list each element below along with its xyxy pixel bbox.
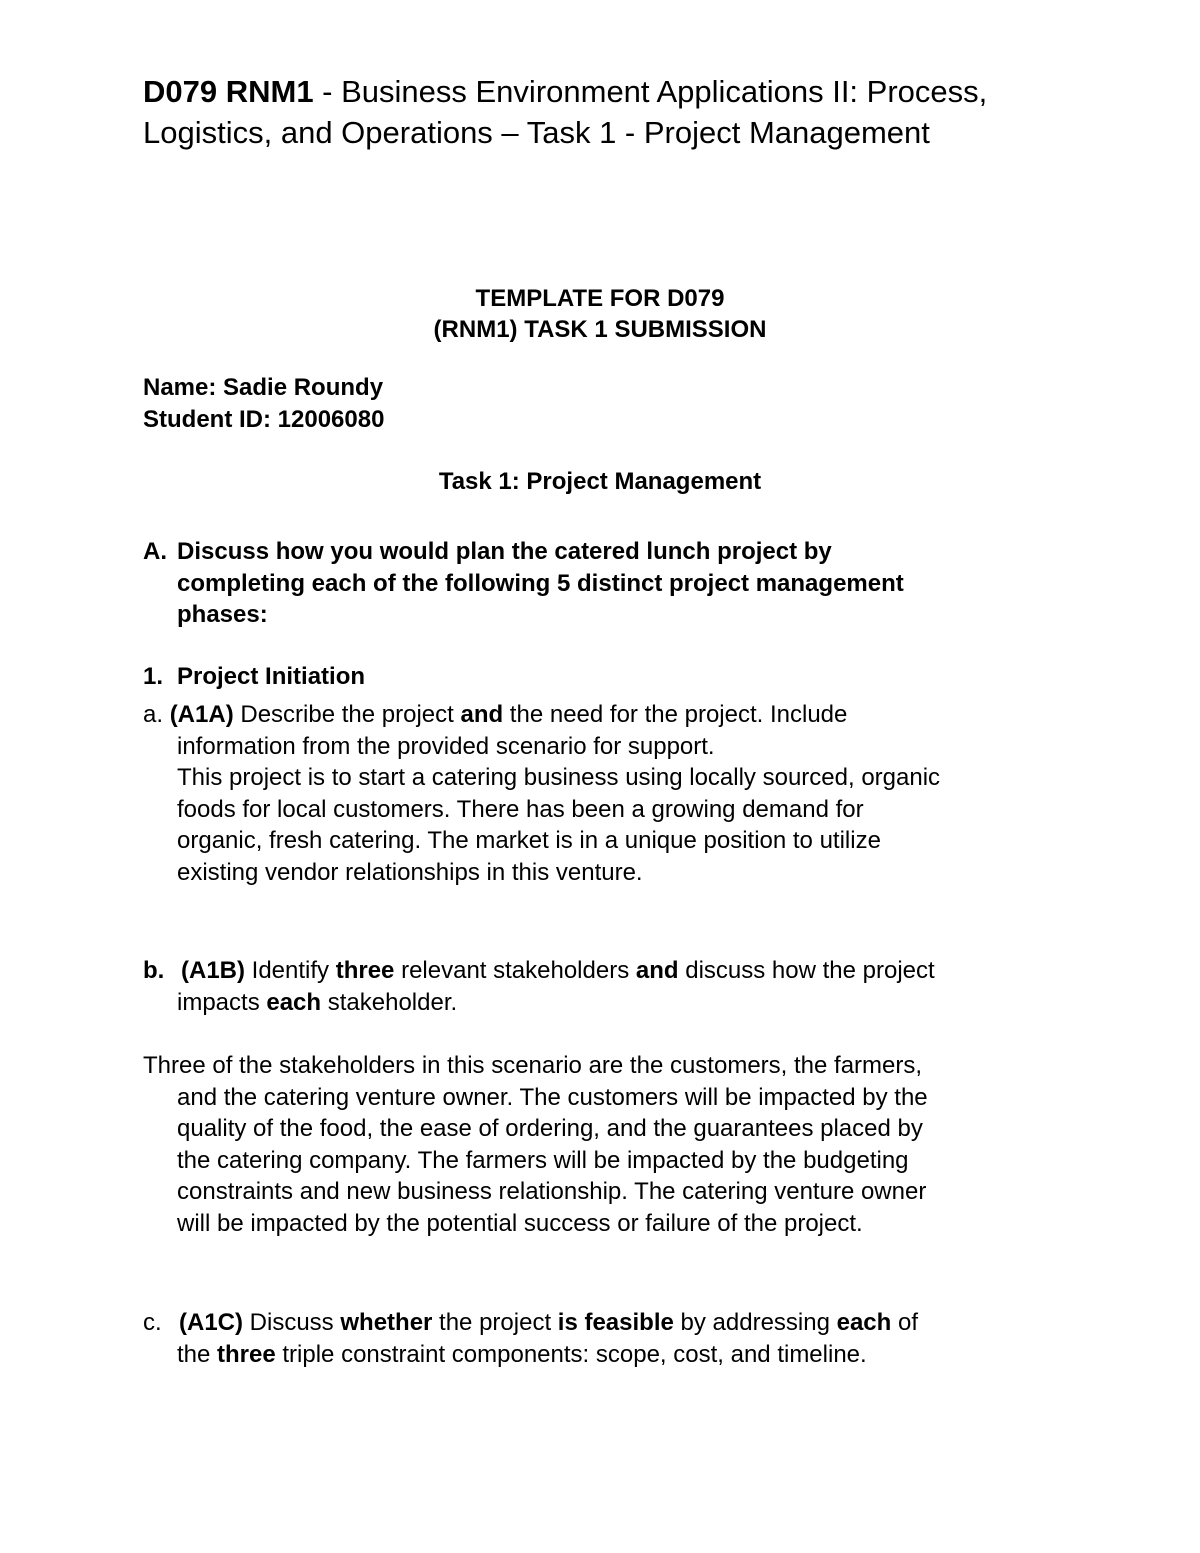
item-b-answer-line-3: quality of the food, the ease of ordering, and the guarantees placed by xyxy=(177,1115,923,1142)
item-a-marker: a. xyxy=(143,701,170,728)
student-id: Student ID: 12006080 xyxy=(143,406,385,433)
phase-1-marker: 1. xyxy=(143,663,164,690)
item-b-answer xyxy=(143,1050,1063,1239)
phase-1-title: Project Initiation xyxy=(177,663,366,690)
template-title-line-1: TEMPLATE FOR D079 xyxy=(475,285,725,312)
item-c-each: each xyxy=(836,1309,892,1336)
item-a-answer-2: foods for local customers. There has been a growing demand for xyxy=(177,795,864,823)
item-c-whether: whether xyxy=(340,1309,433,1336)
item-b-code: (A1B) xyxy=(181,957,245,984)
item-c-line-2 xyxy=(177,1339,918,1371)
course-code: D079 RNM1 xyxy=(143,74,314,109)
item-b-answer-line-6: will be impacted by the potential success or failure of the project. xyxy=(177,1209,863,1237)
item-c-text-5: the xyxy=(177,1340,218,1368)
item-b-answer-line-1: Three of the stakeholders in this scenario are the customers, the farmers, xyxy=(143,1052,923,1079)
item-b-text-2: relevant stakeholders xyxy=(394,957,636,984)
item-b-answer-line-5: constraints and new business relationship. The catering venture owner xyxy=(177,1178,927,1205)
item-b-marker: b. xyxy=(143,957,165,984)
item-a-answer-1: This project is to start a catering business using locally sourced, organic xyxy=(177,764,941,791)
item-b-text-1: Identify xyxy=(245,957,336,984)
item-b-text-5: stakeholder. xyxy=(321,988,458,1016)
item-b-line-2 xyxy=(177,987,935,1019)
item-b-answer-line-2: and the catering venture owner. The customers will be impacted by the xyxy=(177,1083,928,1111)
item-b-each: each xyxy=(266,988,322,1016)
item-b-text-3: discuss how the project xyxy=(678,957,935,984)
item-b-line-1 xyxy=(177,955,935,987)
item-c-line-1 xyxy=(177,1307,918,1339)
section-a-marker: A. xyxy=(143,538,167,565)
item-a xyxy=(143,699,940,888)
item-b xyxy=(143,955,935,1018)
student-name: Name: Sadie Roundy xyxy=(143,374,384,401)
item-a-and: and xyxy=(460,701,504,728)
item-c-code: (A1C) xyxy=(179,1309,243,1336)
item-a-text-2: the need for the project. Include xyxy=(503,701,848,728)
item-c-three: three xyxy=(217,1340,276,1368)
item-c-feasible: is feasible xyxy=(557,1309,674,1336)
item-b-three: three xyxy=(335,957,395,984)
item-a-code: (A1A) xyxy=(169,701,234,728)
item-c-text-3: by addressing xyxy=(673,1309,837,1336)
section-a-line-3: phases: xyxy=(177,601,268,628)
title-rest: - Business Environment Applications II: Process, Logistics, and Operations – Task 1 - Project Management xyxy=(143,74,988,150)
item-a-answer-3: organic, fresh catering. The market is in a unique position to utilize xyxy=(177,827,881,854)
item-c-text-1: Discuss xyxy=(243,1309,341,1336)
item-c-text-2: the project xyxy=(432,1309,558,1336)
item-a-answer-4: existing vendor relationships in this venture. xyxy=(177,858,643,886)
item-b-text-4: impacts xyxy=(177,988,267,1016)
section-a-heading xyxy=(143,536,904,631)
task-heading: Task 1: Project Management xyxy=(438,468,762,495)
item-b-and: and xyxy=(635,957,679,984)
template-title-line-2: (RNM1) TASK 1 SUBMISSION xyxy=(433,316,767,343)
item-b-answer-line-4: the catering company. The farmers will be impacted by the budgeting xyxy=(177,1146,909,1174)
section-a-line-2: completing each of the following 5 distinct project management xyxy=(177,569,904,597)
section-a-line-1: Discuss how you would plan the catered lunch project by xyxy=(177,538,832,565)
item-a-line-2: information from the provided scenario for support. xyxy=(177,732,715,760)
item-c-text-4: of xyxy=(891,1309,918,1336)
item-a-line-1 xyxy=(143,699,940,731)
document-title xyxy=(143,71,1043,153)
item-c-text-6: triple constraint components: scope, cost, and timeline. xyxy=(275,1340,867,1368)
phase-1-heading xyxy=(143,661,365,693)
item-c-marker: c. xyxy=(143,1309,162,1336)
item-a-text-1: Describe the project xyxy=(233,701,461,728)
item-c xyxy=(143,1307,918,1370)
